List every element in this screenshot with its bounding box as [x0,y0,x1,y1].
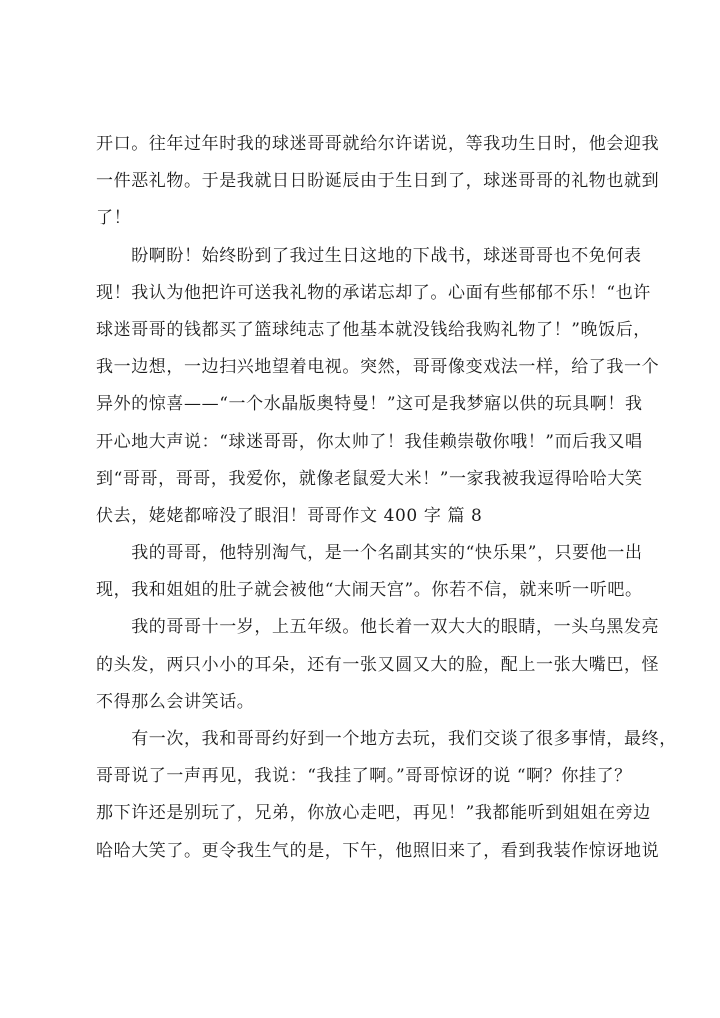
text-line: 哈哈大笑了。更令我生气的是，下午，他照旧来了，看到我装作惊讶地说 [96,840,660,861]
text-line: 盼啊盼！始终盼到了我过生日这地的下战书，球迷哥哥也不免何表 [96,245,642,266]
essay-text [96,126,677,870]
text-line: 我的哥哥十一岁，上五年级。他长着一双大大的眼睛，一头乌黑发亮 [96,617,660,638]
text-line: 我一边想，一边扫兴地望着电视。突然，哥哥像变戏法一样，给了我一个 [96,357,660,378]
text-line: 有一次，我和哥哥约好到一个地方去玩，我们交谈了很多事情，最终， [96,729,677,749]
text-line: 不得那么会讲笑话。 [96,691,255,712]
text-line: 异外的惊喜——“一个水晶版奥特曼！”这可是我梦寤以供的玩具啊！我 [96,394,643,415]
text-line: 那下许还是别玩了，兄弟，你放心走吧，再见！”我都能听到姐姐在旁边 [96,803,651,824]
text-line: 一件恶礼物。于是我就日日盼诞辰由于生日到了，球迷哥哥的礼物也就到 [96,171,660,192]
text-line: 到“哥哥，哥哥，我爱你，就像老鼠爱大米！”一家我被我逗得哈哈大笑 [96,468,643,489]
text-line: 伏去，姥姥都啼没了眼泪！哥哥作文 400 字 篇 8 [96,505,483,526]
text-line: 开心地大声说：“球迷哥哥，你太帅了！我佳赖崇敬你哦！”而后我又唱 [96,431,643,452]
text-line: 现！我认为他把许可送我礼物的承诺忘却了。心面有些郁郁不乐！“也许 [96,282,651,303]
text-line: 哥哥说了一声再见，我说：“我挂了啊。”哥哥惊讶的说 “啊？你挂了？ [96,766,632,787]
text-line: 开口。往年过年时我的球迷哥哥就给尔许诺说，等我功生日时，他会迎我 [96,134,660,154]
text-line: 现，我和姐姐的肚子就会被他“大闹天宫”。你若不信，就来听一听吧。 [96,580,643,601]
text-line: 了！ [96,208,132,229]
text-line: 我的哥哥，他特别淘气，是一个名副其实的“快乐果”，只要他一出 [96,543,643,564]
text-line: 的头发，两只小小的耳朵，还有一张又圆又大的脸，配上一张大嘴巴，怪 [96,654,660,675]
text-line: 球迷哥哥的钱都买了篮球纯志了他基本就没钱给我购礼物了！”晚饭后， [96,319,651,340]
